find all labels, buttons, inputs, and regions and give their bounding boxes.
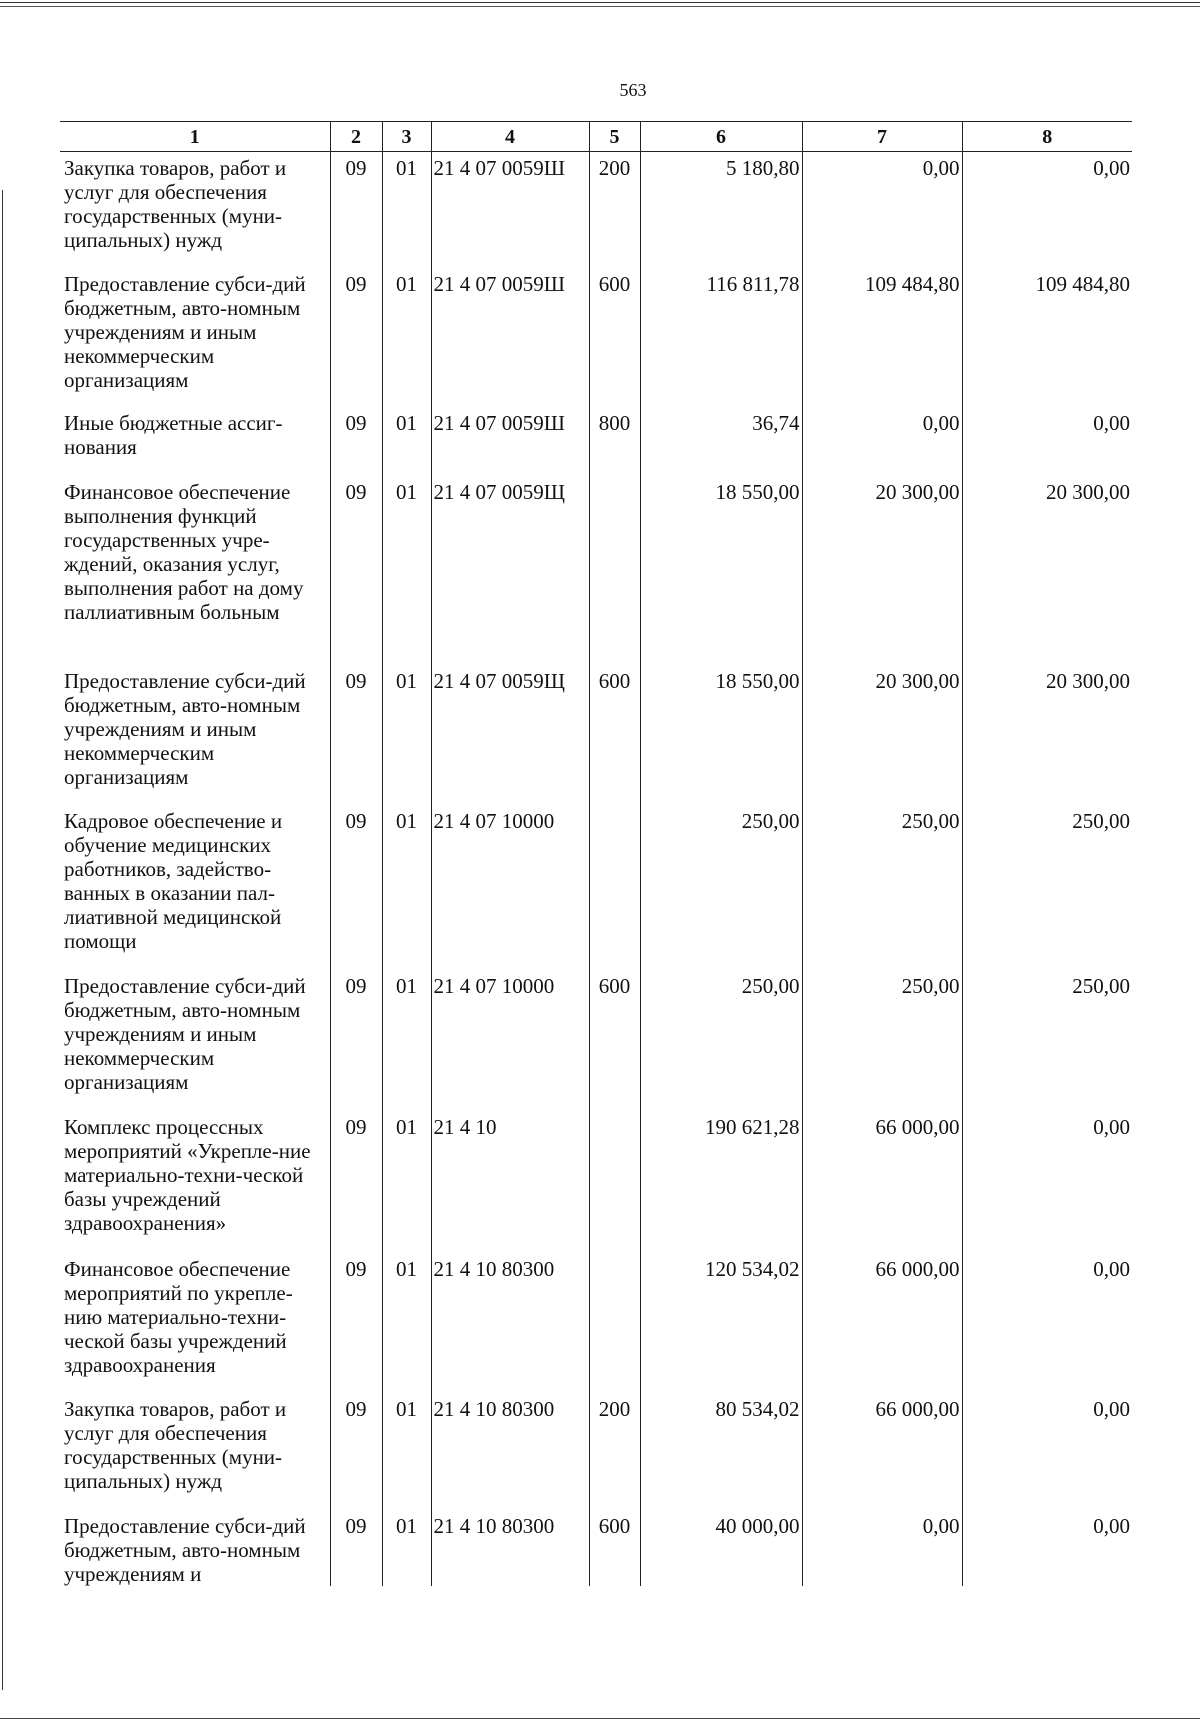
row-target-code: 21 4 07 0059Щ <box>431 476 589 665</box>
table-row <box>60 970 1132 1111</box>
table-row <box>60 1393 1132 1510</box>
row-section: 09 <box>330 268 382 407</box>
row-amount-col7: 0,00 <box>802 1510 962 1586</box>
row-subsection: 01 <box>382 805 431 970</box>
row-target-code: 21 4 10 80300 <box>431 1393 589 1510</box>
row-amount-col7: 66 000,00 <box>802 1253 962 1393</box>
row-subsection: 01 <box>382 1510 431 1586</box>
row-section: 09 <box>330 152 382 269</box>
row-section: 09 <box>330 665 382 805</box>
row-name: Кадровое обеспечение и обучение медицинских работников, задейство-ванных в оказании пал-лиативной медицинской помощи <box>64 809 283 953</box>
row-target-code: 21 4 10 80300 <box>431 1510 589 1586</box>
row-expense-type: 600 <box>589 970 640 1111</box>
row-amount-col8: 20 300,00 <box>962 665 1132 805</box>
scan-border-top <box>0 2 1200 3</box>
row-expense-type: 600 <box>589 268 640 407</box>
row-amount-col8: 0,00 <box>962 1393 1132 1510</box>
header-col-1: 1 <box>60 122 330 152</box>
row-name: Финансовое обеспечение мероприятий по укрепле-нию материально-техни-ческой базы учреждений здравоохранения <box>64 1257 293 1377</box>
table-row <box>60 268 1132 407</box>
row-section: 09 <box>330 1393 382 1510</box>
row-amount-col8: 109 484,80 <box>962 268 1132 407</box>
table-row <box>60 805 1132 970</box>
row-name: Комплекс процессных мероприятий «Укрепле-ние материально-техни-ческой базы учреждений здравоохранения» <box>64 1115 311 1235</box>
row-target-code: 21 4 07 0059Ш <box>431 152 589 269</box>
row-expense-type <box>589 476 640 665</box>
row-target-code: 21 4 07 10000 <box>431 805 589 970</box>
row-subsection: 01 <box>382 1253 431 1393</box>
table-row <box>60 665 1132 805</box>
row-section: 09 <box>330 476 382 665</box>
row-amount-col6: 190 621,28 <box>640 1111 802 1253</box>
row-subsection: 01 <box>382 1393 431 1510</box>
row-section: 09 <box>330 407 382 476</box>
row-target-code: 21 4 07 0059Ш <box>431 268 589 407</box>
row-amount-col7: 250,00 <box>802 970 962 1111</box>
row-amount-col7: 0,00 <box>802 152 962 269</box>
row-amount-col6: 80 534,02 <box>640 1393 802 1510</box>
scan-border-bottom <box>0 1718 1200 1719</box>
row-expense-type <box>589 1253 640 1393</box>
row-amount-col6: 250,00 <box>640 970 802 1111</box>
header-col-5: 5 <box>589 122 640 152</box>
row-amount-col6: 36,74 <box>640 407 802 476</box>
row-subsection: 01 <box>382 665 431 805</box>
header-col-4: 4 <box>431 122 589 152</box>
row-expense-type <box>589 1111 640 1253</box>
row-subsection: 01 <box>382 1111 431 1253</box>
row-amount-col7: 66 000,00 <box>802 1393 962 1510</box>
row-amount-col8: 20 300,00 <box>962 476 1132 665</box>
table-row <box>60 1111 1132 1253</box>
row-amount-col8: 0,00 <box>962 1510 1132 1586</box>
header-col-3: 3 <box>382 122 431 152</box>
row-target-code: 21 4 10 80300 <box>431 1253 589 1393</box>
row-section: 09 <box>330 1510 382 1586</box>
row-target-code: 21 4 10 <box>431 1111 589 1253</box>
row-amount-col7: 20 300,00 <box>802 665 962 805</box>
budget-table <box>60 121 1132 1586</box>
table-row <box>60 1510 1132 1586</box>
row-target-code: 21 4 07 0059Ш <box>431 407 589 476</box>
row-name: Предоставление субси-дий бюджетным, авто-номным учреждениям и иным некоммерческим организациям <box>64 974 306 1094</box>
row-amount-col8: 250,00 <box>962 805 1132 970</box>
table-row <box>60 476 1132 665</box>
row-amount-col8: 250,00 <box>962 970 1132 1111</box>
row-target-code: 21 4 07 0059Щ <box>431 665 589 805</box>
row-amount-col6: 250,00 <box>640 805 802 970</box>
row-name: Финансовое обеспечение выполнения функций государственных учре-ждений, оказания услуг, выполнения работ на дому паллиативным больным <box>64 480 304 624</box>
row-expense-type <box>589 805 640 970</box>
row-target-code: 21 4 07 10000 <box>431 970 589 1111</box>
scan-border-top-inner <box>0 6 1200 7</box>
scan-border-left <box>2 190 3 1690</box>
table-row <box>60 152 1132 269</box>
row-name: Закупка товаров, работ и услуг для обеспечения государственных (муни-ципальных) нужд <box>64 156 287 252</box>
row-amount-col6: 5 180,80 <box>640 152 802 269</box>
table-row <box>60 407 1132 476</box>
row-amount-col7: 66 000,00 <box>802 1111 962 1253</box>
row-expense-type: 200 <box>589 152 640 269</box>
row-section: 09 <box>330 805 382 970</box>
row-section: 09 <box>330 1253 382 1393</box>
row-amount-col7: 250,00 <box>802 805 962 970</box>
row-amount-col8: 0,00 <box>962 1111 1132 1253</box>
row-amount-col6: 18 550,00 <box>640 665 802 805</box>
row-amount-col6: 40 000,00 <box>640 1510 802 1586</box>
row-amount-col6: 120 534,02 <box>640 1253 802 1393</box>
row-amount-col7: 109 484,80 <box>802 268 962 407</box>
row-section: 09 <box>330 1111 382 1253</box>
row-subsection: 01 <box>382 152 431 269</box>
row-subsection: 01 <box>382 970 431 1111</box>
row-expense-type: 200 <box>589 1393 640 1510</box>
row-name: Предоставление субси-дий бюджетным, авто-номным учреждениям и иным некоммерческим организациям <box>64 272 306 392</box>
row-subsection: 01 <box>382 407 431 476</box>
row-subsection: 01 <box>382 268 431 407</box>
header-col-6: 6 <box>640 122 802 152</box>
header-col-8: 8 <box>962 122 1132 152</box>
row-amount-col8: 0,00 <box>962 407 1132 476</box>
row-name: Предоставление субси-дий бюджетным, авто-номным учреждениям и иным некоммерческим организациям <box>64 669 306 789</box>
header-col-2: 2 <box>330 122 382 152</box>
row-name: Закупка товаров, работ и услуг для обеспечения государственных (муни-ципальных) нужд <box>64 1397 287 1493</box>
row-amount-col7: 0,00 <box>802 407 962 476</box>
header-col-7: 7 <box>802 122 962 152</box>
row-amount-col7: 20 300,00 <box>802 476 962 665</box>
row-subsection: 01 <box>382 476 431 665</box>
row-amount-col8: 0,00 <box>962 1253 1132 1393</box>
row-amount-col8: 0,00 <box>962 152 1132 269</box>
page-number: 563 <box>619 80 647 100</box>
table-header-row <box>60 122 1132 152</box>
row-name: Иные бюджетные ассиг-нования <box>64 411 283 459</box>
table-row <box>60 1253 1132 1393</box>
row-expense-type: 600 <box>589 665 640 805</box>
row-amount-col6: 18 550,00 <box>640 476 802 665</box>
row-expense-type: 800 <box>589 407 640 476</box>
row-expense-type: 600 <box>589 1510 640 1586</box>
row-name: Предоставление субси-дий бюджетным, авто-номным учреждениям и <box>64 1514 306 1586</box>
row-section: 09 <box>330 970 382 1111</box>
row-amount-col6: 116 811,78 <box>640 268 802 407</box>
